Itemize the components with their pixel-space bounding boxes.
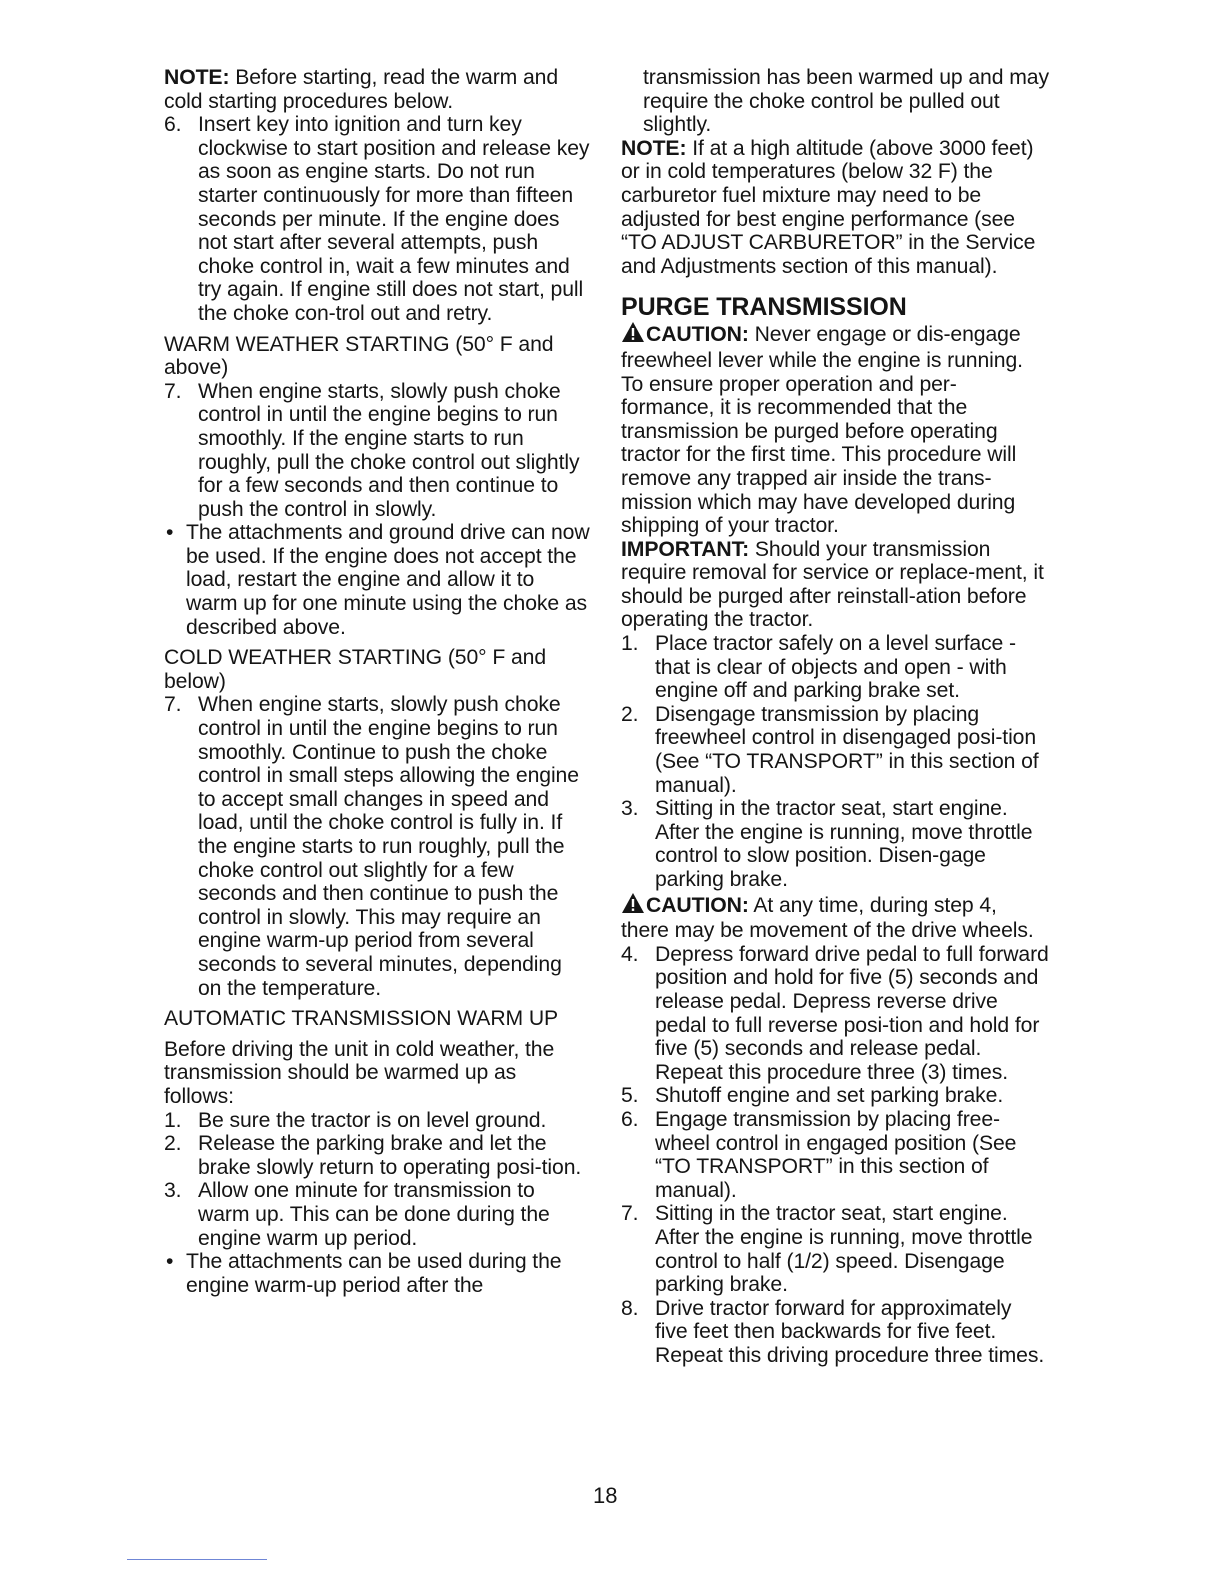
warm-weather-heading: WARM WEATHER STARTING (50° F and above) [164,332,554,380]
note-text: If at a high altitude (above 3000 feet) or in cold temperatures (below 32 F) the carburetor fuel mixture may need to be adjusted for best engine performance (see “TO ADJUST CARBURETOR” in the Service and Adjustments section of this manual). [621,136,1036,278]
step-number: 5. [621,1084,639,1108]
step-number: 6. [621,1107,639,1131]
purge-step-8 [621,1297,1049,1368]
step-number: 1. [621,632,639,656]
bullet-text: The attachments and ground drive can now be used. If the engine does not accept the load, restart the engine and allow it to warm up for one minute using the choke as described above. [186,521,590,639]
auto-step-3 [164,1179,590,1250]
right-column [621,66,1049,1367]
note-label: NOTE: [621,136,687,160]
step-text: Shutoff engine and set parking brake. [655,1084,1004,1108]
step-number: 7. [621,1202,639,1226]
footer-rule [127,1559,267,1560]
auto-transmission-intro: Before driving the unit in cold weather, the transmission should be warmed up as follows: [164,1037,555,1108]
purge-step-1 [621,632,1049,703]
step-text: Release the parking brake and let the brake slowly return to operating posi-tion. [198,1132,582,1179]
auto-transmission-heading: AUTOMATIC TRANSMISSION WARM UP [164,1007,559,1031]
purge-step-3 [621,797,1049,891]
warning-triangle-icon [621,892,645,920]
purge-intro: To ensure proper operation and per-formance, it is recommended that the transmission be purged before operating tractor for the first time. This procedure will remove any trapped air inside the trans-mission which may have developed during shipping of your tractor. [621,372,1017,538]
warning-triangle-icon [621,321,645,349]
step-text: Disengage transmission by placing freewheel control in disengaged posi-tion (See “TO TRANSPORT” in this section of manual). [655,702,1039,797]
continued-text: transmission has been warmed up and may require the choke control be pulled out slightly. [643,66,1049,137]
step-text: Drive tractor forward for approximately five feet then backwards for five feet. Repeat this driving procedure three times. [655,1296,1045,1367]
caution-label: CAUTION: [646,323,749,347]
note-starting [164,66,590,113]
purge-step-7 [621,1202,1049,1296]
step-text: Insert key into ignition and turn key clockwise to start position and release key as soon as engine starts. Do not run starter continuously for more than fifteen seconds per minute. If the engine does not start after several attempts, push choke control in, wait a few minutes and try again. If engine still does not start, pull the choke con-trol out and retry. [198,113,590,325]
left-column [164,66,590,1297]
purge-step-4 [621,943,1049,1085]
step-text: Sitting in the tractor seat, start engine. After the engine is running, move throttle control to slow position. Disen-gage parking brake. [655,797,1033,891]
step-text: Depress forward drive pedal to full forward position and hold for five (5) seconds and release pedal. Depress reverse drive pedal to full reverse posi-tion and hold for five (5) seconds and release pedal. Repeat this procedure three (3) times. [655,942,1049,1084]
purge-transmission-heading: PURGE TRANSMISSION [621,293,907,322]
step-number: 7. [164,693,182,717]
important-text: Should your transmission require removal for service or replace-ment, it should be purged after reinstall-ation before operating the tractor. [621,537,1044,632]
bullet-mark: • [166,1250,174,1274]
warm-step-7 [164,380,590,522]
step-number: 7. [164,379,182,403]
step-number: 3. [621,797,639,821]
step-text: Sitting in the tractor seat, start engine. After the engine is running, move throttle control to half (1/2) speed. Disengage parking brake. [655,1202,1033,1297]
caution-freewheel [621,321,1049,372]
caution-text: At any time, during step 4, there may be movement of the drive wheels. [621,893,1034,943]
note-text: Before starting, read the warm and cold starting procedures below. [164,66,559,113]
step-number: 4. [621,942,639,966]
important-note [621,538,1049,632]
cold-weather-heading: COLD WEATHER STARTING (50° F and below) [164,646,547,693]
caution-label: CAUTION: [646,893,749,917]
caution-text: Never engage or dis-engage freewheel lever while the engine is running. [621,323,1023,372]
step-text: When engine starts, slowly push choke control in until the engine begins to run smoothly. Continue to push the choke control in small steps allowing the engine to accept small changes in speed and load, until the choke control is fully in. If the engine starts to run roughly, pull the choke control out slightly for a few seconds and then continue to push the control in slowly. This may require an engine warm-up period from several seconds to several minutes, depending on the temperature. [198,693,579,1000]
purge-step-6 [621,1108,1049,1202]
step-text: When engine starts, slowly push choke control in until the engine begins to run smoothly. If the engine starts to run roughly, pull the choke control out slightly for a few seconds and then continue to push the control in slowly. [198,379,580,521]
caution-movement [621,892,1049,943]
auto-step-1 [164,1109,590,1133]
important-label: IMPORTANT: [621,537,750,561]
auto-bullet [164,1250,590,1297]
warm-bullet [164,521,590,639]
step-number: 2. [164,1132,182,1156]
cold-step-7 [164,693,590,1000]
note-label: NOTE: [164,66,230,89]
step-number: 1. [164,1108,182,1132]
step-text: Allow one minute for transmission to warm up. This can be done during the engine warm up period. [198,1179,550,1250]
purge-step-5 [621,1084,1049,1108]
bullet-mark: • [166,521,174,545]
step-text: Place tractor safely on a level surface - that is clear of objects and open - with engine off and parking brake set. [655,632,1016,703]
auto-step-2 [164,1132,590,1179]
step-number: 2. [621,702,639,726]
purge-step-2 [621,703,1049,797]
step-number: 3. [164,1179,182,1203]
step-text: Engage transmission by placing free-wheel control in engaged position (See “TO TRANSPORT” in this section of manual). [655,1107,1017,1202]
step-text: Be sure the tractor is on level ground. [198,1108,547,1132]
step-6 [164,113,590,325]
step-number: 8. [621,1296,639,1320]
page-number: 18 [593,1483,618,1508]
step-number: 6. [164,113,182,137]
note-altitude [621,137,1049,279]
bullet-text: The attachments can be used during the engine warm-up period after the [186,1250,562,1297]
